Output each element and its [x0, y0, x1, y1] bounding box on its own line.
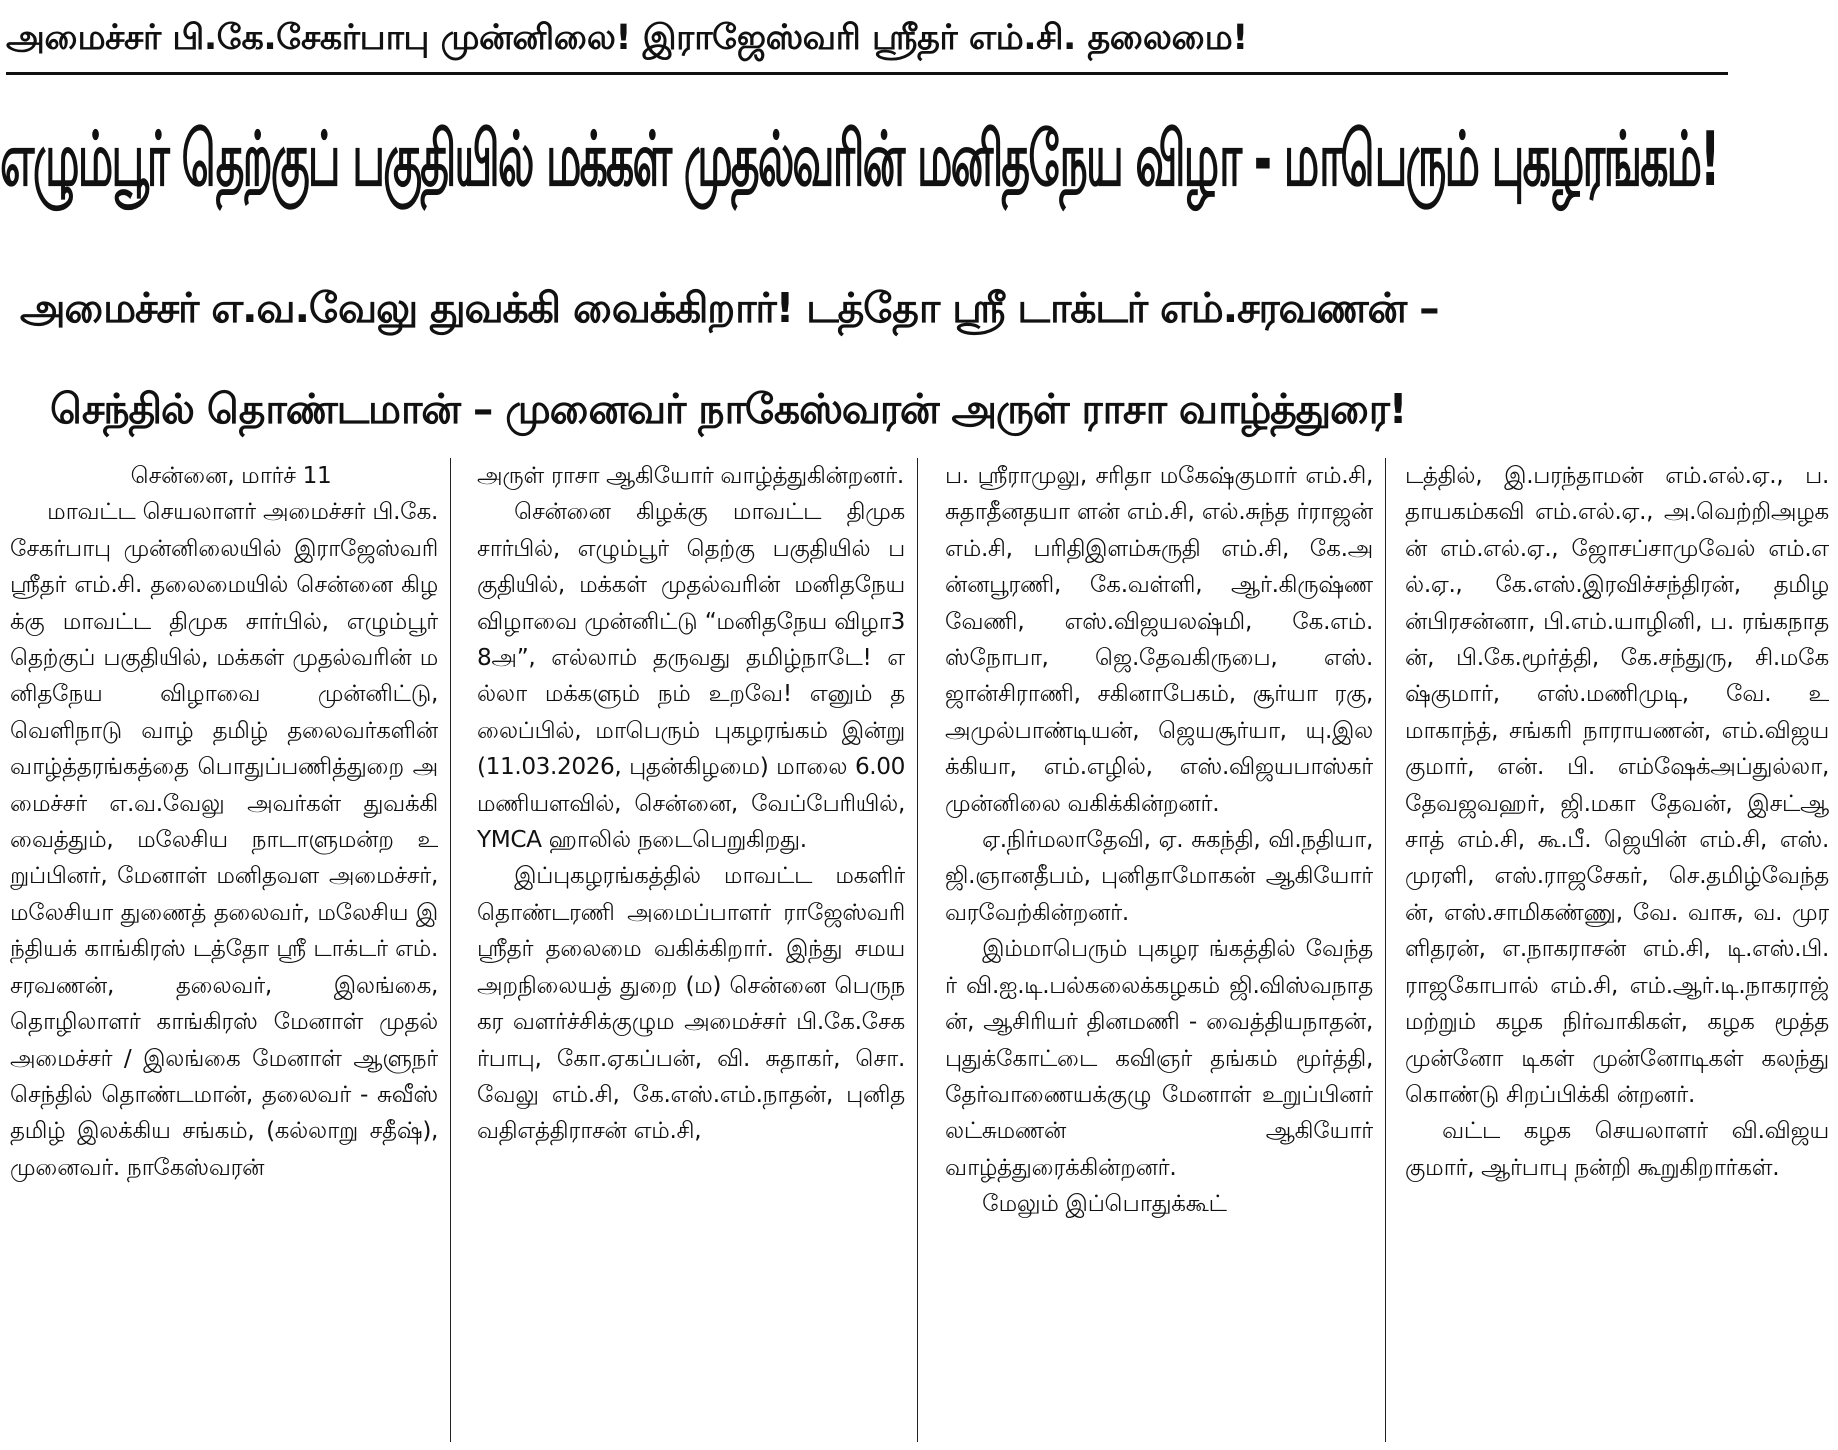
- article-column-4: [1405, 458, 1829, 1448]
- article-column-2: [477, 458, 905, 1448]
- main-headline: எழும்பூர் தெற்குப் பகுதியில் மக்கள் முதல்வரின் மனிதநேய விழா - மாபெரும் புகழரங்கம்!: [0, 116, 1719, 204]
- subheadline-line-2: செந்தில் தொண்டமான் – முனைவர் நாகேஸ்வரன் அருள் ராசா வாழ்த்துரை!: [50, 385, 1407, 433]
- subheadline-line-1: அமைச்சர் எ.வ.வேலு துவக்கி வைக்கிறார்! டத்தோ ஸ்ரீ டாக்டர் எம்.சரவணன் –: [20, 284, 1439, 332]
- body-paragraph: சென்னை கிழக்கு மாவட்ட திமுக சார்பில், எழும்பூர் தெற்கு பகுதியில் பகுதியில், மக்கள் முதல்வரின் மனிதநேய விழாவை முன்னிட்டு “மனிதநேய விழா38அ”, எல்லாம் தருவது தமிழ்நாடே! எல்லா மக்களும் நம் உறவே! எனும் தலைப்பில், மாபெரும் புகழரங்கம் இன்று (11.03.2026, புதன்கிழமை) மாலை 6.00 மணியளவில், சென்னை, வேப்பேரியில், YMCA ஹாலில் நடைபெறுகிறது.: [477, 498, 905, 854]
- article-body: [10, 458, 1828, 1448]
- body-paragraph: மாவட்ட செயலாளர் அமைச்சர் பி.கே.சேகர்பாபு முன்னிலையில் இராஜேஸ்வரி ஸ்ரீதர் எம்.சி. தலைமையில் சென்னை கிழக்கு மாவட்ட திமுக சார்பில், எழும்பூர் தெற்குப் பகுதியில், மக்கள் முதல்வரின் மனிதநேய விழாவை முன்னிட்டு, வெளிநாடு வாழ் தமிழ் தலைவர்களின் வாழ்த்தரங்கத்தை பொதுப்பணித்துறை அமைச்சர் எ.வ.வேலு அவர்கள் துவக்கி வைத்தும், மலேசிய நாடாளுமன்ற உறுப்பினர், மேனாள் மனிதவள அமைச்சர், மலேசியா துணைத் தலைவர், மலேசிய இந்தியக் காங்கிரஸ் டத்தோ ஸ்ரீ டாக்டர் எம்.சரவணன், தலைவர், இலங்கை, தொழிலாளர் காங்கிரஸ் மேனாள் முதல் அமைச்சர் / இலங்கை மேனாள் ஆளுநர் செந்தில் தொண்டமான், தலைவர் - சுவீஸ் தமிழ் இலக்கிய சங்கம், (கல்லாறு சதீஷ்), முனைவர். நாகேஸ்வரன்: [10, 498, 438, 1181]
- article-column-1: [10, 458, 438, 1448]
- dateline: சென்னை, மார்ச் 11: [130, 462, 332, 489]
- body-paragraph: இப்புகழரங்கத்தில் மாவட்ட மகளிர் தொண்டரணி அமைப்பாளர் ராஜேஸ்வரி ஸ்ரீதர் தலைமை வகிக்கிறார். இந்து சமய அறநிலையத் துறை (ம) சென்னை பெருநகர வளர்ச்சிக்குழும அமைச்சர் பி.கே.சேகர்பாபு, கோ.ஏகப்பன், வி. சுதாகர், சொ.வேலு எம்.சி, கே.எஸ்.எம்.நாதன், புனிதவதிஎத்திராசன் எம்.சி,: [477, 862, 905, 1145]
- body-paragraph: மேலும் இப்பொதுக்கூட்: [982, 1190, 1227, 1218]
- body-paragraph: வட்ட கழக செயலாளர் வி.விஜயகுமார், ஆர்பாபு நன்றி கூறுகிறார்கள்.: [1405, 1117, 1829, 1181]
- kicker-headline: அமைச்சர் பி.கே.சேகர்பாபு முன்னிலை! இராஜேஸ்வரி ஸ்ரீதர் எம்.சி. தலைமை!: [6, 18, 1248, 58]
- article-column-3: [945, 458, 1373, 1448]
- body-paragraph: இம்மாபெரும் புகழர ங்கத்தில் வேந்தர் வி.ஐ.டி.பல்கலைக்கழகம் ஜி.விஸ்வநாதன், ஆசிரியர் தினமணி - வைத்தியநாதன், புதுக்கோட்டை கவிஞர் தங்கம் மூர்த்தி, தேர்வாணையக்குழு மேனாள் உறுப்பினர் லட்சுமணன் ஆகியோர் வாழ்த்துரைக்கின்றனர்.: [945, 935, 1373, 1181]
- body-paragraph: அருள் ராசா ஆகியோர் வாழ்த்துகின்றனர்.: [477, 462, 904, 489]
- body-paragraph: ப. ஸ்ரீராமுலு, சரிதா மகேஷ்குமார் எம்.சி, சுதாதீனதயா ளன் எம்.சி, எல்.சுந்த ர்ராஜன் எம்.சி, பரிதிஇளம்சுருதி எம்.சி, கே.அன்னபூரணி, கே.வள்ளி, ஆர்.கிருஷ்ணவேணி, எஸ்.விஜயலஷ்மி, கே.எம்.ஸ்நோபா, ஜெ.தேவகிருபை, எஸ்.ஜான்சிராணி, சகினாபேகம், சூர்யா ரகு, அமுல்பாண்டியன், ஜெயசூர்யா, யு.இலக்கியா, எம்.எழில், எஸ்.விஜயபாஸ்கர் முன்னிலை வகிக்கின்றனர்.: [945, 462, 1373, 817]
- body-paragraph: டத்தில், இ.பரந்தாமன் எம்.எல்.ஏ., ப.தாயகம்கவி எம்.எல்.ஏ., அ.வெற்றிஅழகன் எம்.எல்.ஏ., ஜோசப்சாமுவேல் எம்.எல்.ஏ., கே.எஸ்.இரவிச்சந்திரன், தமிழன்பிரசன்னா, பி.எம்.யாழினி, ப. ரங்கநாதன், பி.கே.மூர்த்தி, கே.சந்துரு, சி.மகே ஷ்குமார், எஸ்.மணிமுடி, வே. உமாகாந்த், சங்கரி நாராயணன், எம்.விஜயகுமார், என். பி. எம்ஷேக்அப்துல்லா, தேவஜவஹர், ஜி.மகா தேவன், இசட்ஆசாத் எம்.சி, கூ.பீ. ஜெயின் எம்.சி, எஸ்.முரளி, எஸ்.ராஜசேகர், செ.தமிழ்வேந்தன், எஸ்.சாமிகண்ணு, வே. வாசு, வ. முரளிதரன், எ.நாகராசன் எம்.சி, டி.எஸ்.பி.ராஜகோபால் எம்.சி, எம்.ஆர்.டி.நாகராஜ் மற்றும் கழக நிர்வாகிகள், கழக மூத்த முன்னோ டிகள் முன்னோடிகள் கலந்து கொண்டு சிறப்பிக்கி ன்றனர்.: [1405, 462, 1829, 1108]
- body-paragraph: ஏ.நிர்மலாதேவி, ஏ. சுகந்தி, வி.நதியா, ஜி.ஞானதீபம், புனிதாமோகன் ஆகியோர் வரவேற்கின்றனர்.: [945, 826, 1373, 926]
